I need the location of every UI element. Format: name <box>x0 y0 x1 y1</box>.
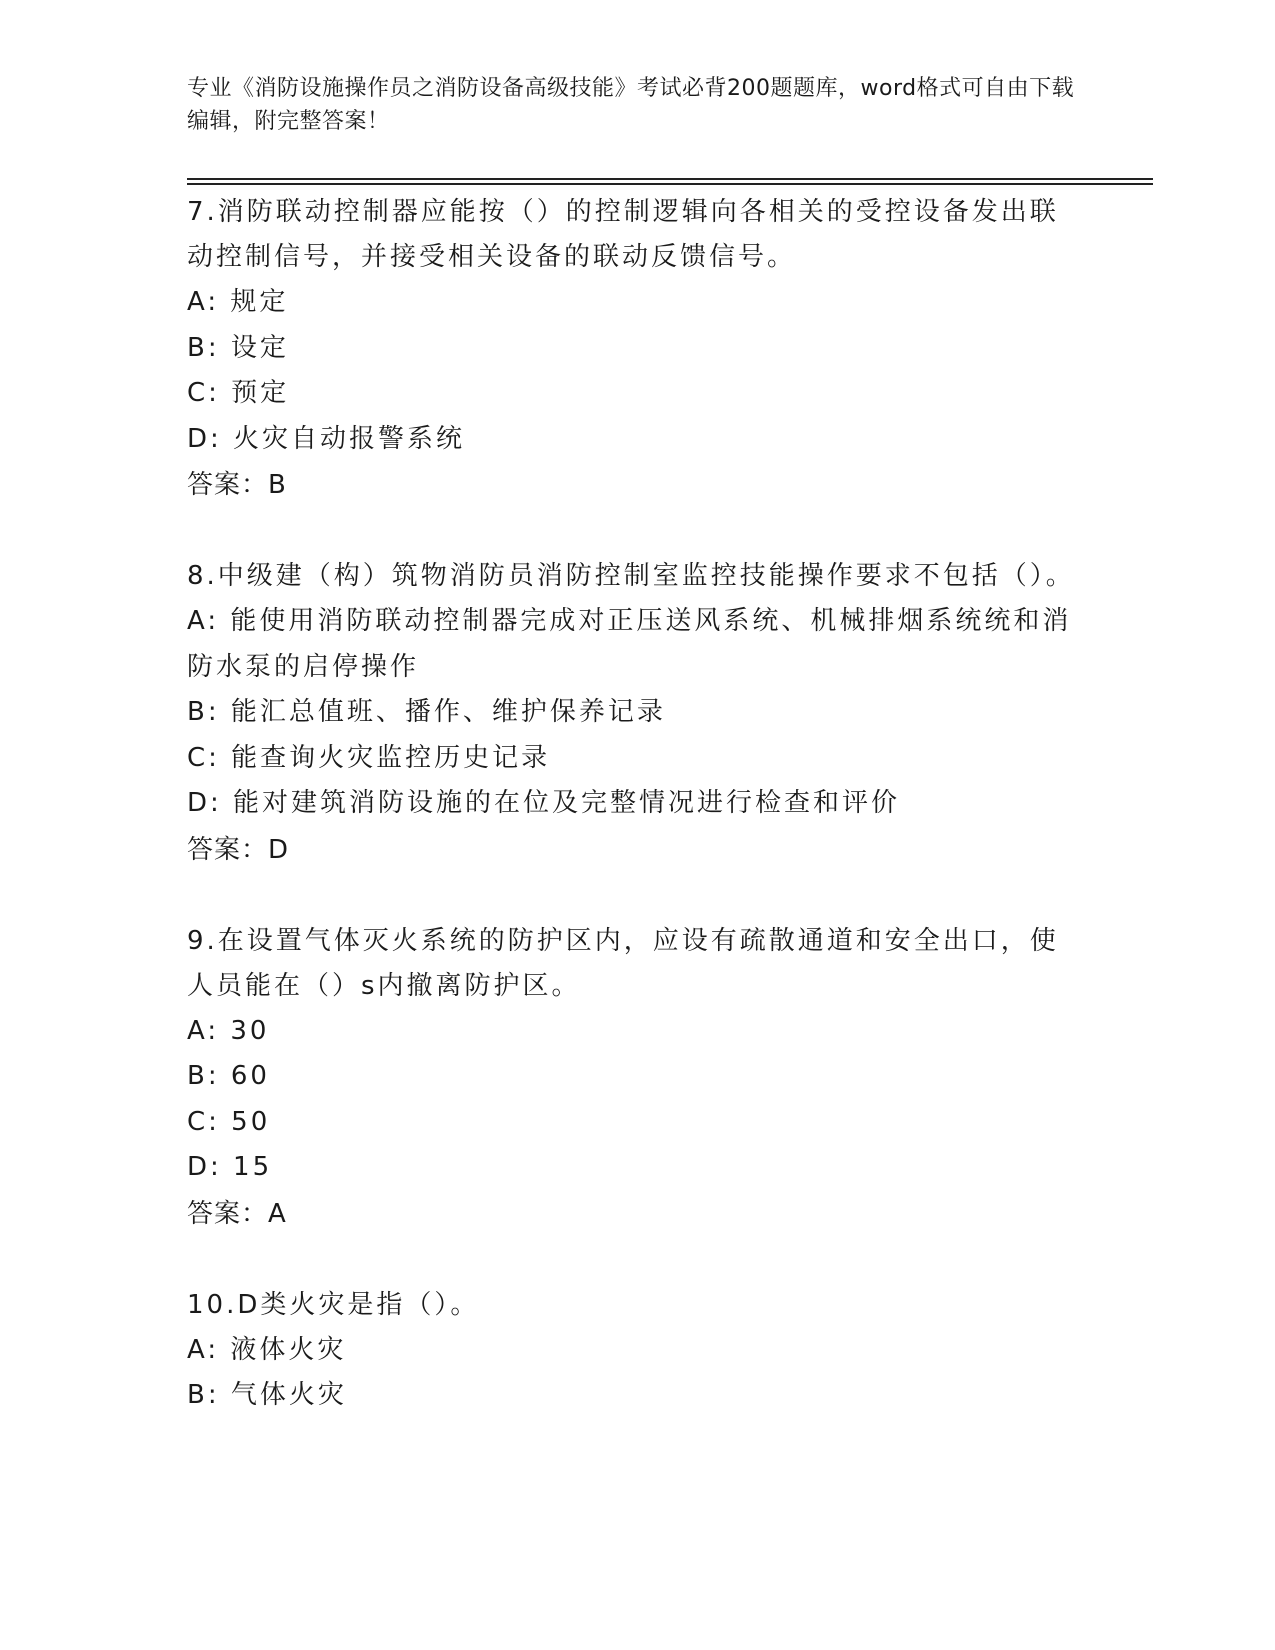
header-divider-bottom <box>187 183 1153 185</box>
option-b: B: 能汇总值班、播作、维护保养记录 <box>187 697 666 727</box>
option-a: A: 能使用消防联动控制器完成对正压送风系统、机械排烟系统统和消防水泵的启停操作 <box>187 606 1072 682</box>
question-7 <box>187 190 1087 508</box>
option-b: B: 60 <box>187 1061 270 1091</box>
question-text: 9.在设置气体灭火系统的防护区内，应设有疏散通道和安全出口，使人员能在（）s内撤离防护区。 <box>187 925 1059 1001</box>
answer: 答案：D <box>187 834 290 865</box>
document-title: 专业《消防设施操作员之消防设备高级技能》考试必背200题题库，word格式可自由下载编辑，附完整答案！ <box>187 76 1075 134</box>
option-c: C: 能查询火灾监控历史记录 <box>187 742 551 773</box>
question-10 <box>187 1283 1087 1419</box>
option-a: A: 30 <box>187 1015 270 1046</box>
question-9 <box>187 919 1087 1237</box>
question-list <box>187 190 1087 1465</box>
answer: 答案：B <box>187 470 287 500</box>
option-c: C: 预定 <box>187 378 290 408</box>
option-a: A: 规定 <box>187 287 289 317</box>
question-text: 10.D类火灾是指（）。 <box>187 1289 480 1320</box>
question-text: 7.消防联动控制器应能按（）的控制逻辑向各相关的受控设备发出联动控制信号，并接受相关设备的联动反馈信号。 <box>187 197 1059 272</box>
option-d: D: 能对建筑消防设施的在位及完整情况进行检查和评价 <box>187 788 901 818</box>
option-d: D: 15 <box>187 1152 273 1182</box>
header-divider-top <box>187 178 1153 180</box>
option-b: B: 气体火灾 <box>187 1380 347 1410</box>
question-text: 8.中级建（构）筑物消防员消防控制室监控技能操作要求不包括（）。 <box>187 561 1075 591</box>
document-header <box>187 72 1087 138</box>
answer: 答案：A <box>187 1198 287 1229</box>
question-8 <box>187 554 1087 873</box>
option-d: D: 火灾自动报警系统 <box>187 423 466 454</box>
option-b: B: 设定 <box>187 332 289 363</box>
option-c: C: 50 <box>187 1106 271 1137</box>
option-a: A: 液体火灾 <box>187 1334 347 1365</box>
